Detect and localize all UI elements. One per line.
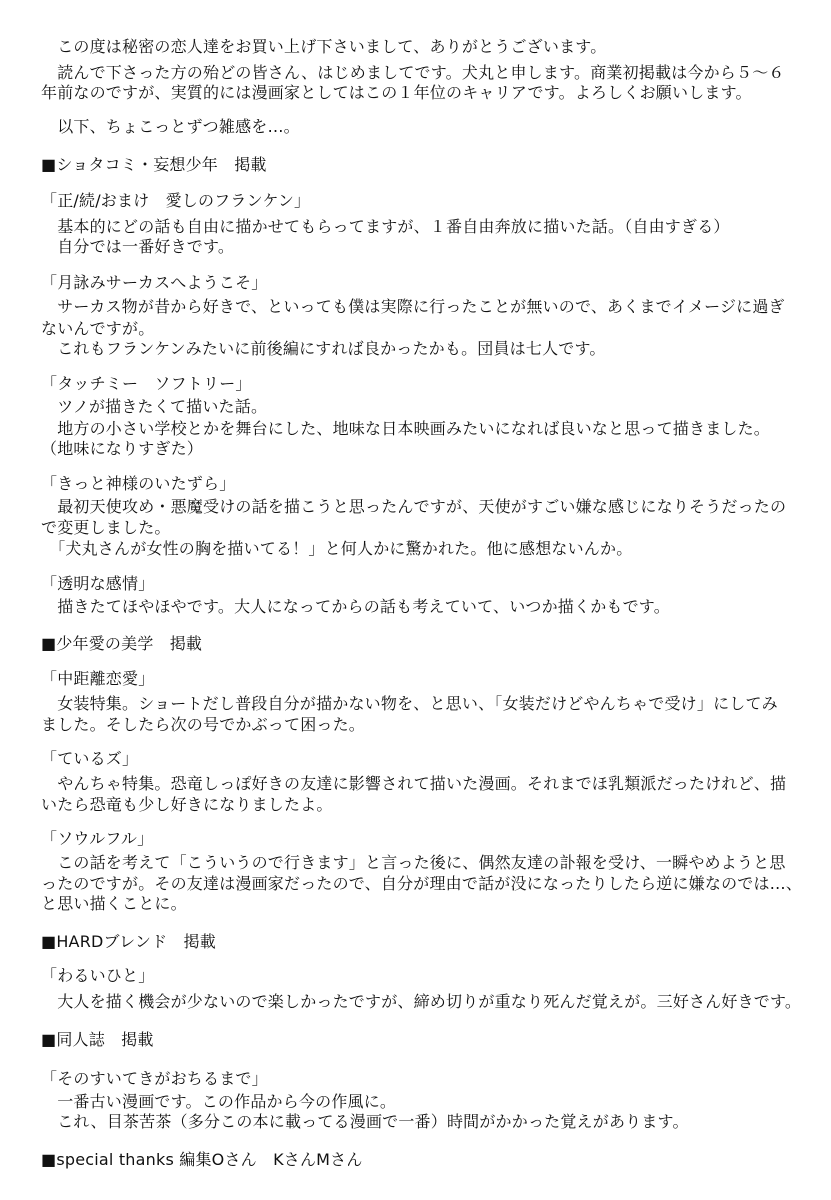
story-title: 「透明な感情」 (41, 574, 155, 593)
story-title: 「わるいひと」 (41, 966, 155, 985)
text-line: この話を考えて「こういうので行きます」と言った後に、偶然友達の訃報を受け、一瞬やめようと思 (41, 853, 786, 872)
text-line: と思い描くことに。 (41, 894, 187, 913)
text-line: ったのですが。その友達は漫画家だったので、自分が理由で話が没になったりしたら逆に嫌なのでは…、 (41, 874, 803, 893)
story-title: 「タッチミー ソフトリー」 (41, 374, 252, 393)
text-line: いたら恐竜も少し好きになりましたよ。 (41, 795, 333, 814)
text-line: 基本的にどの話も自由に描かせてもらってますが、１番自由奔放に描いた話。（自由すぎる） (41, 217, 730, 236)
story-title: 「ているズ」 (41, 749, 139, 768)
text-line: この度は秘密の恋人達をお買い上げ下さいまして、ありがとうございます。 (41, 37, 607, 56)
section-heading: ■HARDブレンド 掲載 (41, 932, 216, 951)
text-line: やんちゃ特集。恐竜しっぽ好きの友達に影響されて描いた漫画。それまでほ乳類派だったけれど、描 (41, 774, 787, 793)
section-heading: ■special thanks 編集Oさん KさんMさん (41, 1150, 363, 1169)
text-line: 女装特集。ショートだし普段自分が描かない物を、と思い、「女装だけどやんちゃで受け」にしてみ (41, 694, 778, 713)
text-line: これ、目茶苦茶（多分この本に載ってる漫画で一番）時間がかかった覚えがあります。 (41, 1112, 689, 1131)
text-line: 地方の小さい学校とかを舞台にした、地味な日本映画みたいになれば良いなと思って描きました。 (41, 419, 771, 438)
story-title: 「ソウルフル」 (41, 829, 154, 848)
text-line: これもフランケンみたいに前後編にすれば良かったかも。団員は七人です。 (41, 339, 606, 358)
story-title: 「正/続/おまけ 愛しのフランケン」 (41, 191, 311, 210)
story-title: 「きっと神様のいたずら」 (41, 474, 236, 493)
text-line: 年前なのですが、実質的には漫画家としてはこの１年位のキャリアです。よろしくお願いします。 (41, 83, 752, 102)
section-heading: ■ショタコミ・妄想少年 掲載 (41, 155, 267, 174)
text-line: 「犬丸さんが女性の胸を描いてる！」と何人かに驚かれた。他に感想ないんか。 (41, 539, 633, 558)
text-line: （地味になりすぎた） (41, 439, 204, 458)
text-line: 自分では一番好きです。 (41, 237, 235, 256)
text-line: サーカス物が昔から好きで、といっても僕は実際に行ったことが無いので、あくまでイメージに過ぎ (41, 297, 785, 316)
section-heading: ■少年愛の美学 掲載 (41, 634, 203, 653)
text-line: ました。そしたら次の号でかぶって困った。 (41, 715, 366, 734)
text-line: 大人を描く機会が少ないので楽しかったですが、締め切りが重なり死んだ覚えが。三好さん好きです。 (41, 992, 802, 1011)
text-line: 最初天使攻め・悪魔受けの話を描こうと思ったんですが、天使がすごい嫌な感じになりそうだったの (41, 497, 787, 516)
text-line: 一番古い漫画です。この作品から今の作風に。 (41, 1092, 397, 1111)
story-title: 「月詠みサーカスへようこそ」 (41, 273, 268, 292)
text-line: ないんですが。 (41, 319, 155, 338)
story-title: 「そのすいてきがおちるまで」 (41, 1069, 268, 1088)
story-title: 「中距離恋愛」 (41, 669, 155, 688)
text-line: で変更しました。 (41, 518, 171, 537)
text-line: 読んで下さった方の殆どの皆さん、はじめましてです。犬丸と申します。商業初掲載は今から５〜６ (41, 63, 785, 82)
text-line: 以下、ちょこっとずつ雑感を…。 (41, 117, 300, 136)
section-heading: ■同人誌 掲載 (41, 1030, 154, 1049)
text-line: 描きたてほやほやです。大人になってからの話も考えていて、いつか描くかもです。 (41, 597, 670, 616)
text-line: ツノが描きたくて描いた話。 (41, 397, 268, 416)
